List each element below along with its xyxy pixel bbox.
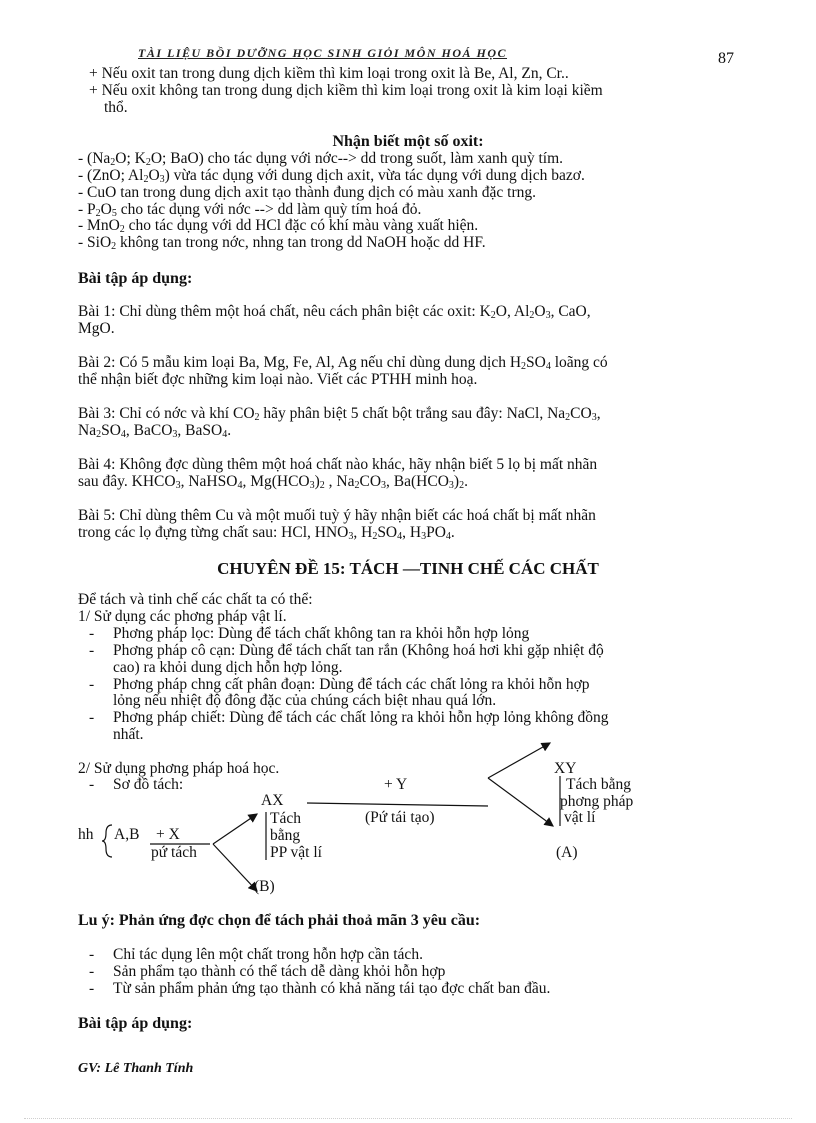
bullet-dash: - bbox=[89, 963, 95, 980]
bullet-dash: - bbox=[89, 946, 95, 963]
bullet-dash: - bbox=[89, 625, 95, 642]
scheme-label: Sơ đồ tách: bbox=[113, 776, 184, 793]
diagram-product-b: (B) bbox=[254, 878, 275, 895]
regeneration-line bbox=[307, 803, 488, 806]
oxide-line-2: - (ZnO; $Al_2O_3$) vừa tác dụng với dung dịch axit, vừa tác dụng với dung dịch bazơ. bbox=[78, 167, 585, 185]
exercises-title-1: Bài tập áp dụng: bbox=[78, 270, 193, 287]
exercise-2-line-2: thể nhận biết đợc những kim loại nào. Viết các PTHH minh hoạ. bbox=[78, 371, 478, 388]
footer-author: GV: Lê Thanh Tính bbox=[78, 1061, 194, 1076]
chapter-intro: Để tách và tinh chế các chất ta có thể: bbox=[78, 591, 313, 608]
diagram-tach: Tách bbox=[270, 810, 301, 827]
oxide-line-3: - CuO tan trong dung dịch axit tạo thành đung dịch có màu xanh đặc trng. bbox=[78, 184, 537, 201]
mixture-brace bbox=[102, 825, 112, 857]
diagram-separate-by: Tách bằng bbox=[566, 776, 631, 793]
section-chemical: 2/ Sử dụng phơng pháp hoá học. bbox=[78, 760, 280, 777]
exercise-4-line-2: sau đây. $KHCO_3$, NaHSO$_4$, $Mg(HCO_3)_2$ , $Na_2CO_3$, $Ba(HCO_3)_2$. bbox=[78, 473, 468, 491]
exercise-5-line-2: trong các lọ đựng từng chất sau: HCl, $HNO_3$, $H_2SO_4$, $H_3PO_4$. bbox=[78, 524, 455, 542]
arrow-to-ax bbox=[213, 814, 257, 844]
diagram-plus-x: + X bbox=[156, 826, 180, 843]
bullet-dash: - bbox=[89, 980, 95, 997]
diagram-ax: AX bbox=[261, 792, 284, 809]
exercise-4: Bài 4: Không đợc dùng thêm một hoá chất nào khác, hãy nhận biết 5 lọ bị mất nhãn bbox=[78, 456, 598, 473]
diagram-mixture: A,B bbox=[114, 826, 140, 843]
page-bottom-rule bbox=[24, 1118, 792, 1119]
exercise-1: Bài 1: Chỉ dùng thêm một hoá chất, nêu cách phân biệt các oxit: $K_2O$, $Al_2O_3$, CaO, bbox=[78, 303, 591, 321]
method-evaporate: Phơng pháp cô cạn: Dùng để tách chất tan rắn (Không hoá hơi khi gặp nhiệt độ bbox=[113, 642, 604, 659]
diagram-xy: XY bbox=[554, 760, 577, 777]
bullet-dash: - bbox=[89, 642, 95, 659]
exercise-3-line-2: $Na_2SO_4$, BaCO$_3$, BaSO$_4$. bbox=[78, 422, 232, 440]
exercise-2: Bài 2: Có 5 mẫu kim loại Ba, Mg, Fe, Al, Ag nếu chỉ dùng dung dịch $H_2SO_4$ loãng có bbox=[78, 354, 608, 372]
oxide-line-4: - $P_2O_5$ cho tác dụng với nớc --> dd làm quỳ tím hoá đỏ. bbox=[78, 201, 422, 219]
diagram-physical: vật lí bbox=[564, 809, 596, 826]
diagram-separation-reaction: pứ tách bbox=[151, 844, 197, 861]
requirement-3: Từ sản phẩm phản ứng tạo thành có khả năng tái tạo đợc chất ban đầu. bbox=[113, 980, 551, 997]
exercise-5: Bài 5: Chỉ dùng thêm Cu và một muối tuỳ ý hãy nhận biết các hoá chất bị mất nhãn bbox=[78, 507, 596, 524]
section-physical: 1/ Sử dụng các phơng pháp vật lí. bbox=[78, 608, 287, 625]
method-filter: Phơng pháp lọc: Dùng để tách chất không tan ra khỏi hỗn hợp lỏng bbox=[113, 625, 530, 642]
diagram-method: phơng pháp bbox=[560, 793, 634, 810]
chapter-title: CHUYÊN ĐỀ 15: TÁCH —TINH CHẾ CÁC CHẤT bbox=[217, 559, 599, 578]
method-evaporate-line-2: cao) ra khỏi dung dịch hỗn hợp lỏng. bbox=[113, 659, 343, 676]
oxide-line-5: - MnO$_2$ cho tác dụng với dd HCl đặc có khí màu vàng xuất hiện. bbox=[78, 217, 479, 235]
bullet-dash: - bbox=[89, 676, 95, 693]
exercise-1-line-2: MgO. bbox=[78, 320, 115, 337]
requirement-1: Chỉ tác dụng lên một chất trong hỗn hợp cần tách. bbox=[113, 946, 423, 963]
arrow-to-a bbox=[488, 778, 553, 826]
note-title: Lu ý: Phản ứng đợc chọn để tách phải thoả mãn 3 yêu cầu: bbox=[78, 912, 481, 929]
diagram-bang: bằng bbox=[270, 827, 301, 844]
page-number: 87 bbox=[718, 50, 734, 67]
intro-line-2: + Nếu oxit không tan trong dung dịch kiềm thì kim loại trong oxit là kim loại kiềm bbox=[89, 82, 603, 99]
oxides-title: Nhận biết một số oxit: bbox=[332, 133, 484, 150]
exercises-title-2: Bài tập áp dụng: bbox=[78, 1015, 193, 1032]
requirement-2: Sản phẩm tạo thành có thể tách dễ dàng khỏi hỗn hợp bbox=[113, 963, 446, 980]
intro-line-1: + Nếu oxit tan trong dung dịch kiềm thì kim loại trong oxit là Be, Al, Zn, Cr.. bbox=[89, 65, 569, 82]
intro-line-2b: thổ. bbox=[104, 99, 128, 116]
method-distill-line-2: lỏng nếu nhiệt độ đông đặc của chúng cách biệt nhau quá lớn. bbox=[113, 692, 497, 709]
arrow-to-xy bbox=[488, 743, 550, 778]
oxide-line-6: - SiO$_2$ không tan trong nớc, nhng tan trong dd NaOH hoặc dd HF. bbox=[78, 234, 486, 252]
running-header: TÀI LIỆU BỒI DƯỠNG HỌC SINH GIỎI MÔN HOÁ HỌC bbox=[138, 46, 508, 60]
diagram-physical-method: PP vật lí bbox=[270, 844, 322, 861]
diagram-hh: hh bbox=[78, 826, 94, 843]
diagram-product-a: (A) bbox=[556, 844, 578, 861]
oxide-line-1: - ($Na_2O$; $K_2O$; BaO) cho tác dụng với nớc--> dd trong suốt, làm xanh quỳ tím. bbox=[78, 150, 563, 168]
bullet-dash: - bbox=[89, 776, 95, 793]
bullet-dash: - bbox=[89, 709, 95, 726]
method-extract: Phơng pháp chiết: Dùng để tách các chất lỏng ra khỏi hỗn hợp lỏng không đồng bbox=[113, 709, 609, 726]
exercise-3: Bài 3: Chỉ có nớc và khí $CO_2$ hãy phân biệt 5 chất bột trắng sau đây: NaCl, $Na_2CO_3$, bbox=[78, 405, 601, 423]
method-extract-line-2: nhất. bbox=[113, 726, 144, 743]
method-distill: Phơng pháp chng cất phân đoạn: Dùng để tách các chất lỏng ra khỏi hỗn hợp bbox=[113, 676, 590, 693]
diagram-plus-y: + Y bbox=[384, 776, 408, 793]
arrow-to-b bbox=[213, 844, 257, 891]
diagram-regeneration-reaction: (Pứ tái tạo) bbox=[365, 809, 435, 826]
